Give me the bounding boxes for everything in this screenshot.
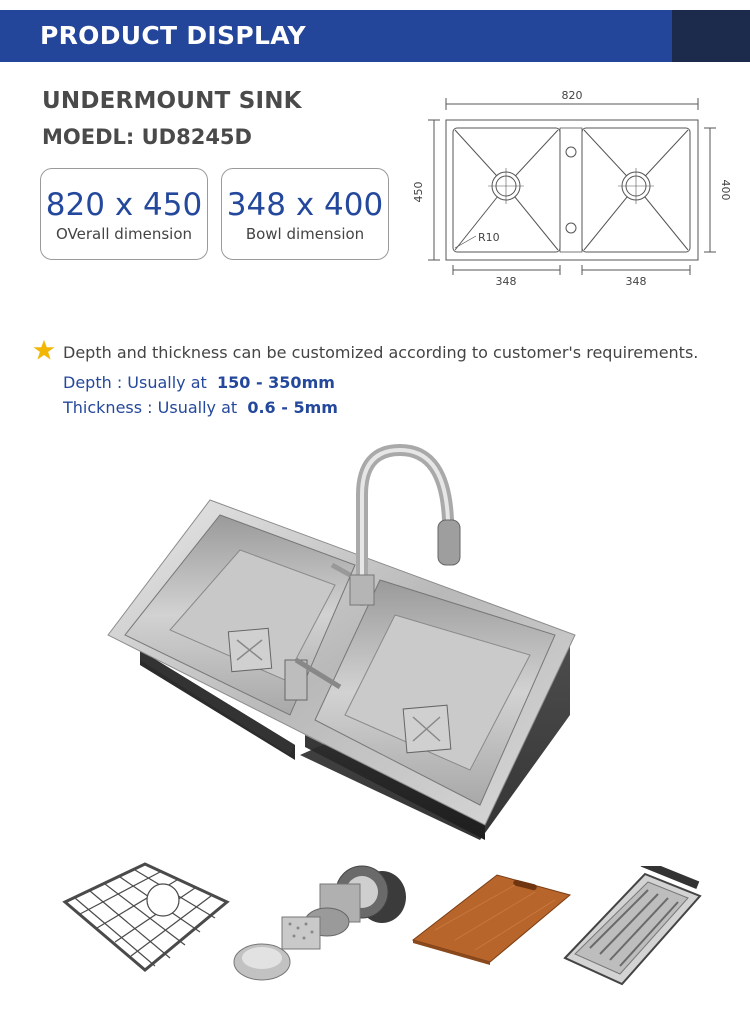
bowl-dimension-card	[221, 168, 389, 260]
double-bowl-sink-photo	[100, 425, 580, 845]
thickness-label: Thickness : Usually at	[63, 398, 238, 417]
product-model: MOEDL: UD8245D	[42, 125, 252, 149]
drain-strainer-accessory	[232, 862, 410, 987]
right-bowl-width-label: 348	[625, 275, 647, 288]
product-name: UNDERMOUNT SINK	[42, 88, 302, 114]
overall-dimension-value: 820 x 450	[45, 187, 203, 223]
overall-width-label: 820	[561, 89, 583, 102]
depth-value: 150 - 350mm	[216, 373, 335, 392]
depth-note	[63, 373, 335, 392]
thickness-note	[63, 398, 338, 417]
star-icon	[33, 339, 55, 361]
depth-label: Depth : Usually at	[63, 373, 207, 392]
overall-dimension-card	[40, 168, 208, 260]
bowl-height-label: 400	[719, 179, 732, 201]
overall-height-label: 450	[412, 181, 425, 203]
faucet-hole-bottom	[566, 223, 576, 233]
thickness-value: 0.6 - 5mm	[247, 398, 338, 417]
left-bowl-width-label: 348	[495, 275, 517, 288]
header-banner	[0, 10, 750, 62]
customization-note: Depth and thickness can be customized according to customer's requirements.	[63, 343, 699, 362]
corner-radius-label: R10	[478, 231, 500, 244]
colander-accessory	[560, 866, 710, 986]
bottom-grid-accessory	[45, 852, 235, 987]
overall-dimension-label: OVerall dimension	[55, 225, 193, 243]
page-title: PRODUCT DISPLAY	[40, 21, 306, 50]
banner-accent-block	[672, 10, 750, 62]
sink-technical-drawing	[410, 88, 735, 293]
faucet-hole-top	[566, 147, 576, 157]
bowl-dimension-label: Bowl dimension	[245, 225, 365, 243]
cutting-board-accessory	[405, 870, 575, 965]
bowl-dimension-value: 348 x 400	[226, 187, 384, 223]
